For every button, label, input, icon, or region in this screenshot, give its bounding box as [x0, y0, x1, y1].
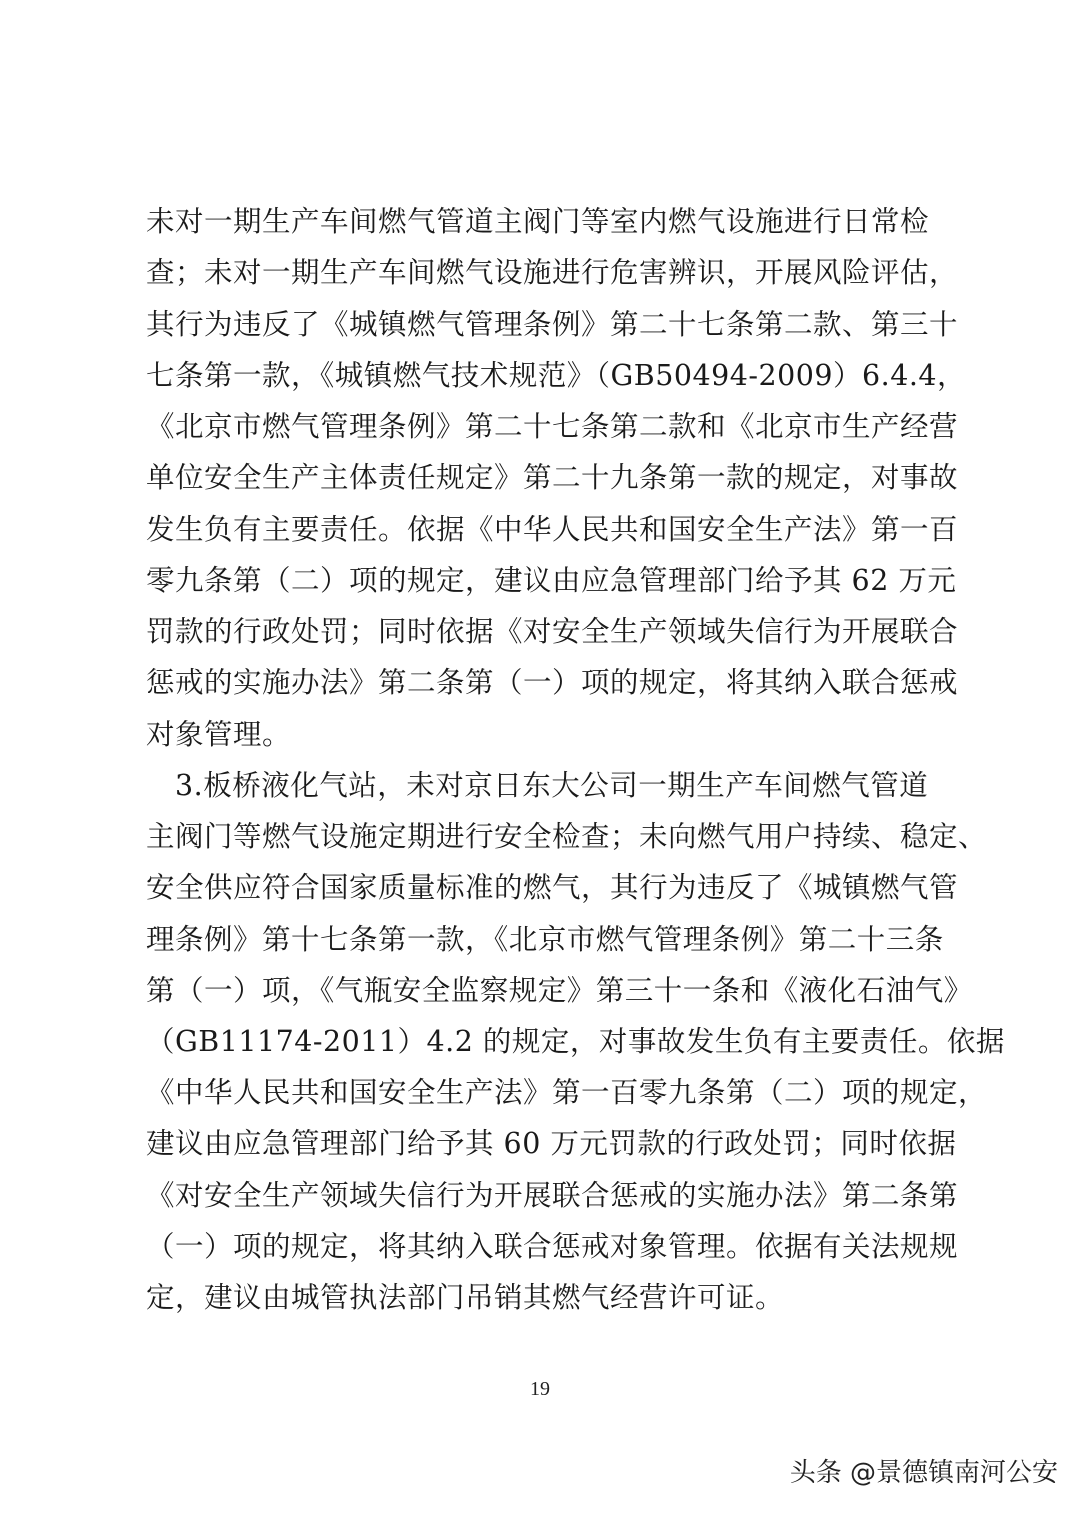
text-line: 《北京市燃气管理条例》第二十七条第二款和《北京市生产经营 — [146, 410, 959, 443]
text-line: 未对一期生产车间燃气管道主阀门等室内燃气设施进行日常检 — [146, 205, 930, 238]
text-line: 《对安全生产领域失信行为开展联合惩戒的实施办法》第二条第 — [146, 1179, 959, 1212]
text-line: （GB11174-2011）4.2 的规定，对事故发生负有主要责任。依据 — [146, 1025, 1005, 1058]
text-line: 罚款的行政处罚；同时依据《对安全生产领域失信行为开展联合 — [146, 615, 959, 648]
text-line: 发生负有主要责任。依据《中华人民共和国安全生产法》第一百 — [146, 513, 959, 546]
page-number: 19 — [530, 1378, 550, 1400]
text-line: 对象管理。 — [146, 718, 292, 751]
text-line: （一）项的规定，将其纳入联合惩戒对象管理。依据有关法规规 — [146, 1230, 959, 1263]
text-line: 零九条第（二）项的规定，建议由应急管理部门给予其 62 万元 — [146, 564, 957, 597]
text-line: 七条第一款，《城镇燃气技术规范》（GB50494-2009）6.4.4， — [146, 359, 967, 392]
text-line: 主阀门等燃气设施定期进行安全检查；未向燃气用户持续、稳定、 — [146, 820, 988, 853]
text-line: 第（一）项，《气瓶安全监察规定》第三十一条和《液化石油气》 — [146, 974, 973, 1007]
text-line: 3.板桥液化气站，未对京日东大公司一期生产车间燃气管道 — [146, 769, 929, 802]
text-line: 其行为违反了《城镇燃气管理条例》第二十七条第二款、第三十 — [146, 308, 959, 341]
text-line: 安全供应符合国家质量标准的燃气，其行为违反了《城镇燃气管 — [146, 871, 959, 904]
text-line: 单位安全生产主体责任规定》第二十九条第一款的规定，对事故 — [146, 461, 959, 494]
text-line: 查；未对一期生产车间燃气设施进行危害辨识，开展风险评估， — [146, 256, 959, 289]
text-line: 惩戒的实施办法》第二条第（一）项的规定，将其纳入联合惩戒 — [146, 666, 959, 699]
text-line: 建议由应急管理部门给予其 60 万元罚款的行政处罚；同时依据 — [146, 1127, 957, 1160]
text-line: 理条例》第十七条第一款，《北京市燃气管理条例》第二十三条 — [146, 923, 944, 956]
text-line: 定，建议由城管执法部门吊销其燃气经营许可证。 — [146, 1281, 785, 1314]
watermark-label: 头条 @景德镇南河公安 — [789, 1458, 1058, 1488]
text-line: 《中华人民共和国安全生产法》第一百零九条第（二）项的规定， — [146, 1076, 988, 1109]
